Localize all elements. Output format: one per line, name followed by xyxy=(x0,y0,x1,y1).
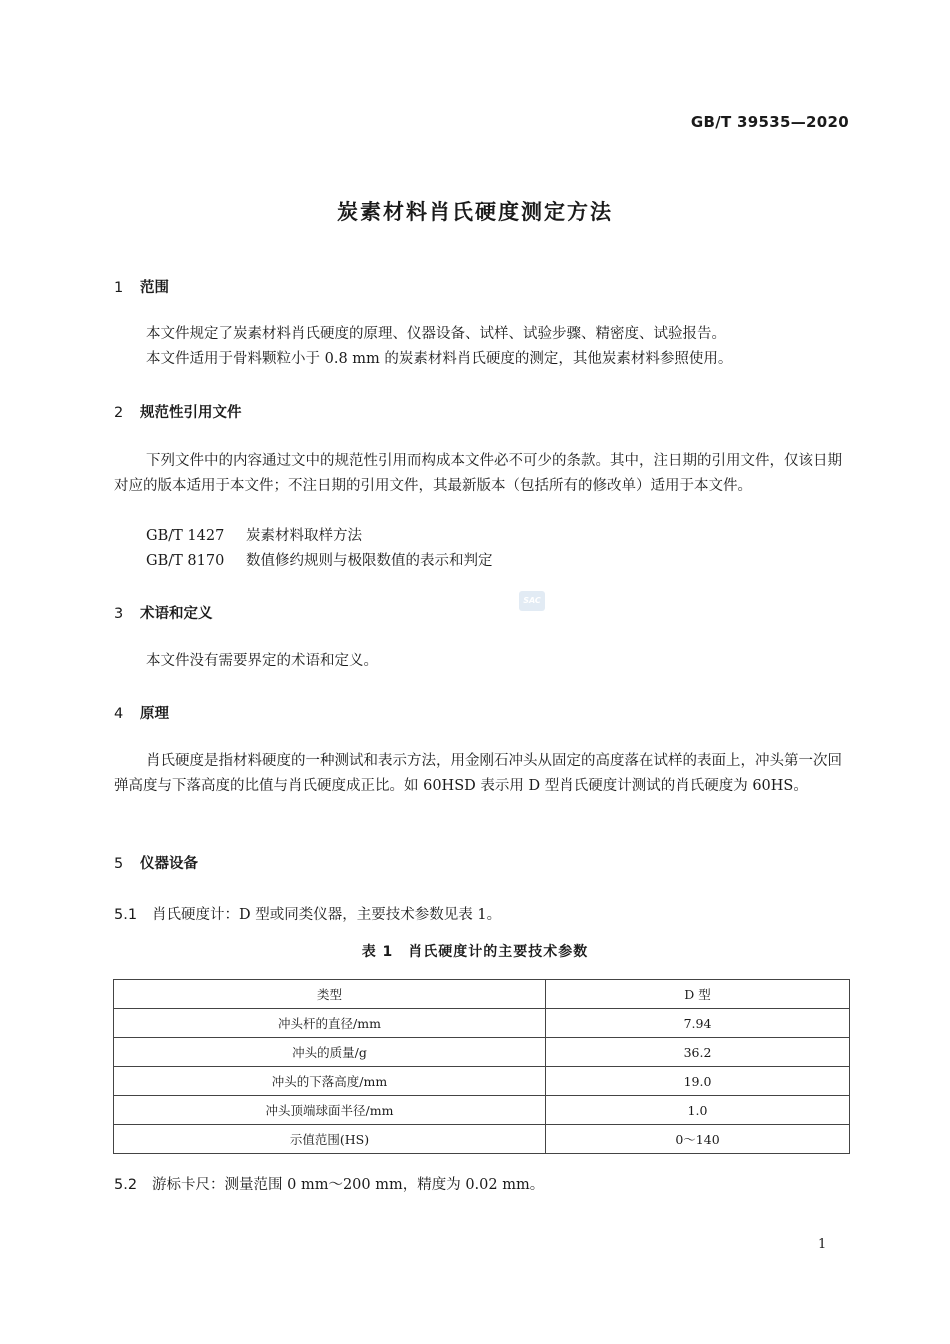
reference-title: 炭素材料取样方法 xyxy=(246,528,362,544)
table-cell-parameter: 冲头的质量/g xyxy=(114,1038,546,1067)
table-header-cell: 类型 xyxy=(114,980,546,1009)
standard-code: GB/T 39535—2020 xyxy=(690,113,849,131)
reference-title: 数值修约规则与极限数值的表示和判定 xyxy=(246,553,493,569)
normative-reference xyxy=(146,524,362,545)
section-number: 1 xyxy=(114,280,124,296)
section-1-paragraph-1: 本文件规定了炭素材料肖氏硬度的原理、仪器设备、试样、试验步骤、精密度、试验报告。 xyxy=(146,326,726,342)
table-cell-parameter: 冲头杆的直径/mm xyxy=(114,1009,546,1038)
section-title: 原理 xyxy=(140,706,169,722)
section-4-heading xyxy=(114,702,169,723)
table-cell-parameter: 示值范围(HS) xyxy=(114,1125,546,1154)
document-title: 炭素材料肖氏硬度测定方法 xyxy=(337,200,613,224)
section-3-paragraph-1: 本文件没有需要界定的术语和定义。 xyxy=(146,653,378,669)
reference-code: GB/T 1427 xyxy=(146,528,225,544)
page-number: 1 xyxy=(818,1237,827,1252)
table-row xyxy=(114,1067,850,1096)
table-row xyxy=(114,1125,850,1154)
table-header-cell: D 型 xyxy=(546,980,850,1009)
table-1 xyxy=(113,979,850,1154)
reference-code: GB/T 8170 xyxy=(146,553,225,569)
section-3-heading xyxy=(114,602,213,623)
section-2-heading xyxy=(114,401,242,422)
table-cell-value: 7.94 xyxy=(546,1009,850,1038)
section-1-paragraph-2: 本文件适用于骨料颗粒小于 0.8 mm 的炭素材料肖氏硬度的测定，其他炭素材料参照使用。 xyxy=(146,351,733,367)
section-number: 3 xyxy=(114,606,124,622)
section-title: 规范性引用文件 xyxy=(140,405,242,421)
table-cell-value: 36.2 xyxy=(546,1038,850,1067)
table-cell-value: 19.0 xyxy=(546,1067,850,1096)
clause-number: 5.1 xyxy=(114,907,138,923)
table-row xyxy=(114,1038,850,1067)
section-2-paragraph-1: 下列文件中的内容通过文中的规范性引用而构成本文件必不可少的条款。其中，注日期的引用文件，仅该日期对应的版本适用于本文件；不注日期的引用文件，其最新版本（包括所有的修改单）适用于本文件。 xyxy=(114,453,842,494)
section-title: 术语和定义 xyxy=(140,606,213,622)
section-5-heading xyxy=(114,852,198,873)
section-title: 范围 xyxy=(140,280,169,296)
clause-5-2 xyxy=(114,1173,544,1194)
sac-watermark: SAC xyxy=(519,591,545,611)
section-number: 2 xyxy=(114,405,124,421)
clause-text: 肖氏硬度计：D 型或同类仪器，主要技术参数见表 1。 xyxy=(152,907,502,923)
table-cell-parameter: 冲头的下落高度/mm xyxy=(114,1067,546,1096)
table-cell-value: 1.0 xyxy=(546,1096,850,1125)
clause-5-1 xyxy=(114,903,501,924)
table-cell-parameter: 冲头顶端球面半径/mm xyxy=(114,1096,546,1125)
section-number: 4 xyxy=(114,706,124,722)
table-header-row xyxy=(114,980,850,1009)
normative-reference xyxy=(146,549,493,570)
table-row xyxy=(114,1096,850,1125)
section-number: 5 xyxy=(114,856,124,872)
section-title: 仪器设备 xyxy=(140,856,198,872)
table-row xyxy=(114,1009,850,1038)
section-4-paragraph-1: 肖氏硬度是指材料硬度的一种测试和表示方法，用金刚石冲头从固定的高度落在试样的表面上，冲头第一次回弹高度与下落高度的比值与肖氏硬度成正比。如 60HSD 表示用 D 型肖氏硬度计测试的肖氏硬度为 60HS。 xyxy=(114,753,842,794)
clause-text: 游标卡尺：测量范围 0 mm～200 mm，精度为 0.02 mm。 xyxy=(152,1177,545,1193)
clause-number: 5.2 xyxy=(114,1177,138,1193)
table-1-title: 表 1 肖氏硬度计的主要技术参数 xyxy=(361,944,589,960)
section-1-heading xyxy=(114,276,169,297)
table-cell-value: 0～140 xyxy=(546,1125,850,1154)
